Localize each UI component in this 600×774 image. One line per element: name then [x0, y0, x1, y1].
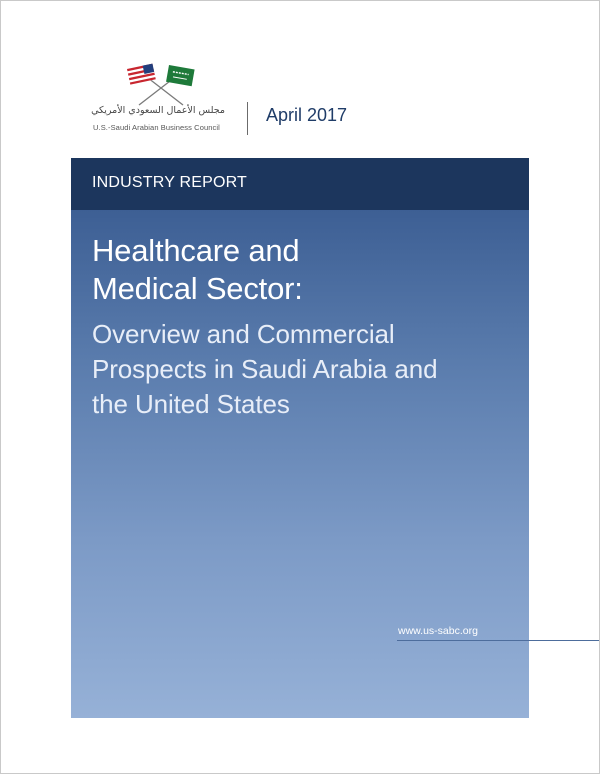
crossed-flags-icon [123, 63, 199, 107]
report-type-band [71, 158, 529, 210]
report-title-line: Healthcare and [92, 233, 300, 268]
report-subtitle-line: Overview and Commercial [92, 319, 395, 349]
report-title [92, 232, 512, 308]
council-name-english: U.S.-Saudi Arabian Business Council [93, 123, 220, 132]
report-type-label: INDUSTRY REPORT [92, 174, 248, 191]
website-underline-rule [397, 640, 599, 641]
council-name-arabic: مجلس الأعمال السعودي الأمريكي [91, 105, 225, 116]
council-logo [93, 63, 235, 139]
header-divider [247, 102, 248, 135]
report-subtitle-line: the United States [92, 389, 290, 419]
report-date: April 2017 [266, 105, 348, 125]
website-link[interactable]: www.us-sabc.org [398, 625, 478, 637]
report-subtitle [92, 317, 522, 422]
report-subtitle-line: Prospects in Saudi Arabia and [92, 354, 438, 384]
report-title-line: Medical Sector: [92, 271, 303, 306]
